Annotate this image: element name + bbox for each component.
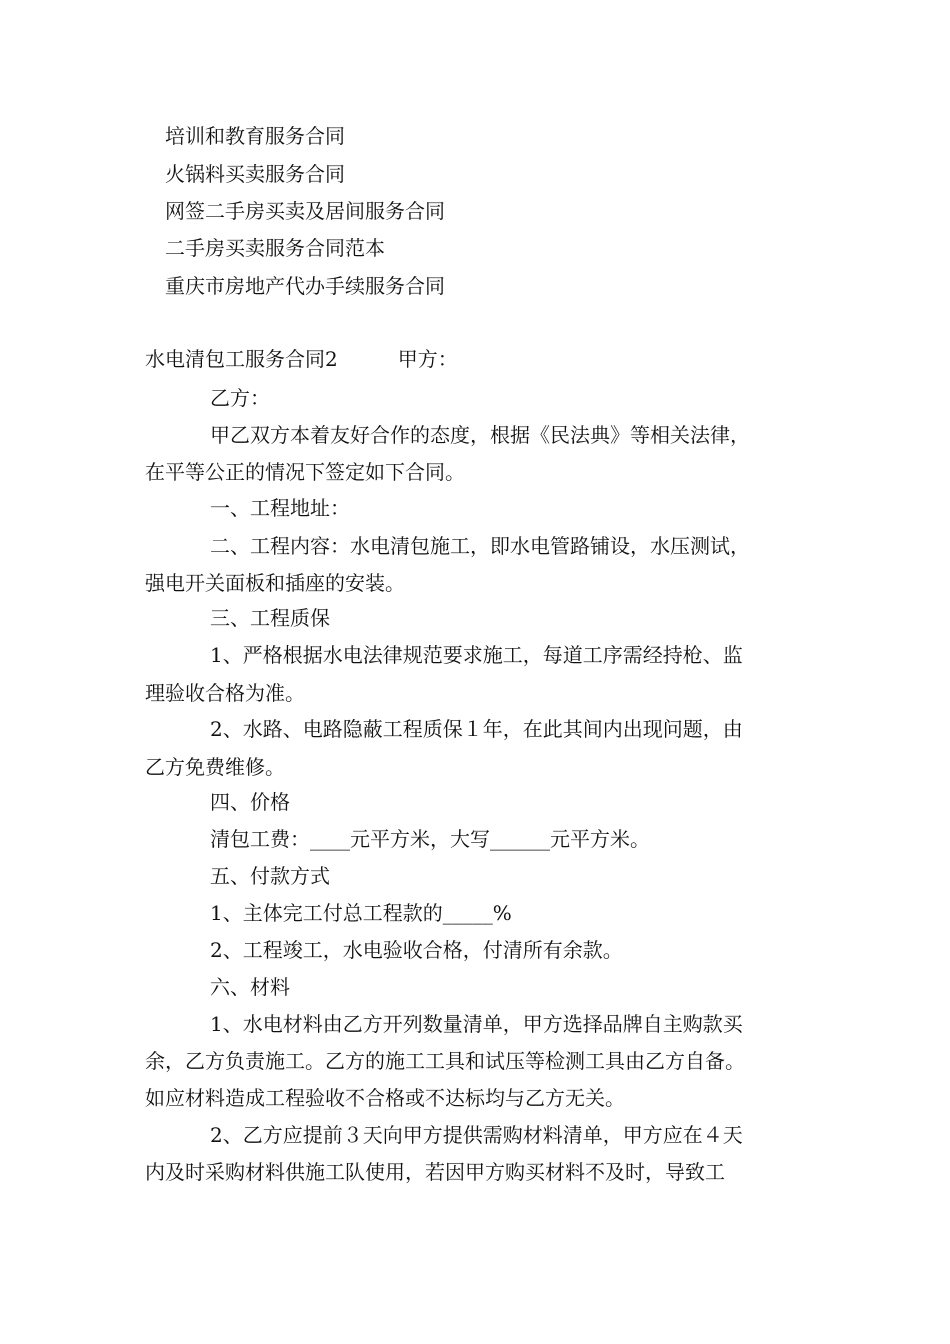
body-line: 1、水电材料由乙方开列数量清单，甲方选择品牌自主购款买 xyxy=(210,1012,743,1036)
body-line: 理验收合格为准。 xyxy=(145,681,305,705)
related-link[interactable]: 培训和教育服务合同 xyxy=(165,124,345,148)
body-line: 强电开关面板和插座的安装。 xyxy=(145,571,405,595)
body-line: 甲乙双方本着友好合作的态度，根据《民法典》等相关法律， xyxy=(210,423,750,447)
body-line: 2、乙方应提前３天向甲方提供需购材料清单，甲方应在４天 xyxy=(210,1123,743,1147)
body-line: 余，乙方负责施工。乙方的施工工具和试压等检测工具由乙方自备。 xyxy=(145,1049,745,1073)
body-line: 1、主体完工付总工程款的_____% xyxy=(210,901,512,925)
section-heading: 四、价格 xyxy=(210,790,290,814)
related-link[interactable]: 二手房买卖服务合同范本 xyxy=(165,236,385,260)
body-line: 1、严格根据水电法律规范要求施工，每道工序需经持枪、监 xyxy=(210,643,743,667)
section-heading: 一、工程地址： xyxy=(210,496,350,520)
related-link[interactable]: 重庆市房地产代办手续服务合同 xyxy=(165,274,445,298)
body-line: 在平等公正的情况下签定如下合同。 xyxy=(145,460,465,484)
contract-title-line: 水电清包工服务合同2 甲方： xyxy=(145,347,458,371)
body-line: 2、工程竣工，水电验收合格，付清所有余款。 xyxy=(210,938,623,962)
party-b-label: 乙方： xyxy=(210,386,270,410)
related-link[interactable]: 网签二手房买卖及居间服务合同 xyxy=(165,199,445,223)
section-heading: 六、材料 xyxy=(210,975,290,999)
section-heading: 三、工程质保 xyxy=(210,606,330,630)
body-line: 内及时采购材料供施工队使用，若因甲方购买材料不及时，导致工 xyxy=(145,1160,725,1184)
section-heading: 五、付款方式 xyxy=(210,864,330,888)
body-line: 乙方免费维修。 xyxy=(145,755,285,779)
body-line: 清包工费：____元平方米，大写______元平方米。 xyxy=(210,827,650,851)
body-line: 如应材料造成工程验收不合格或不达标均与乙方无关。 xyxy=(145,1086,625,1110)
related-link[interactable]: 火锅料买卖服务合同 xyxy=(165,162,345,186)
body-line: 2、水路、电路隐蔽工程质保１年，在此其间内出现问题，由 xyxy=(210,717,743,741)
body-line: 二、工程内容：水电清包施工，即水电管路铺设，水压测试， xyxy=(210,534,750,558)
